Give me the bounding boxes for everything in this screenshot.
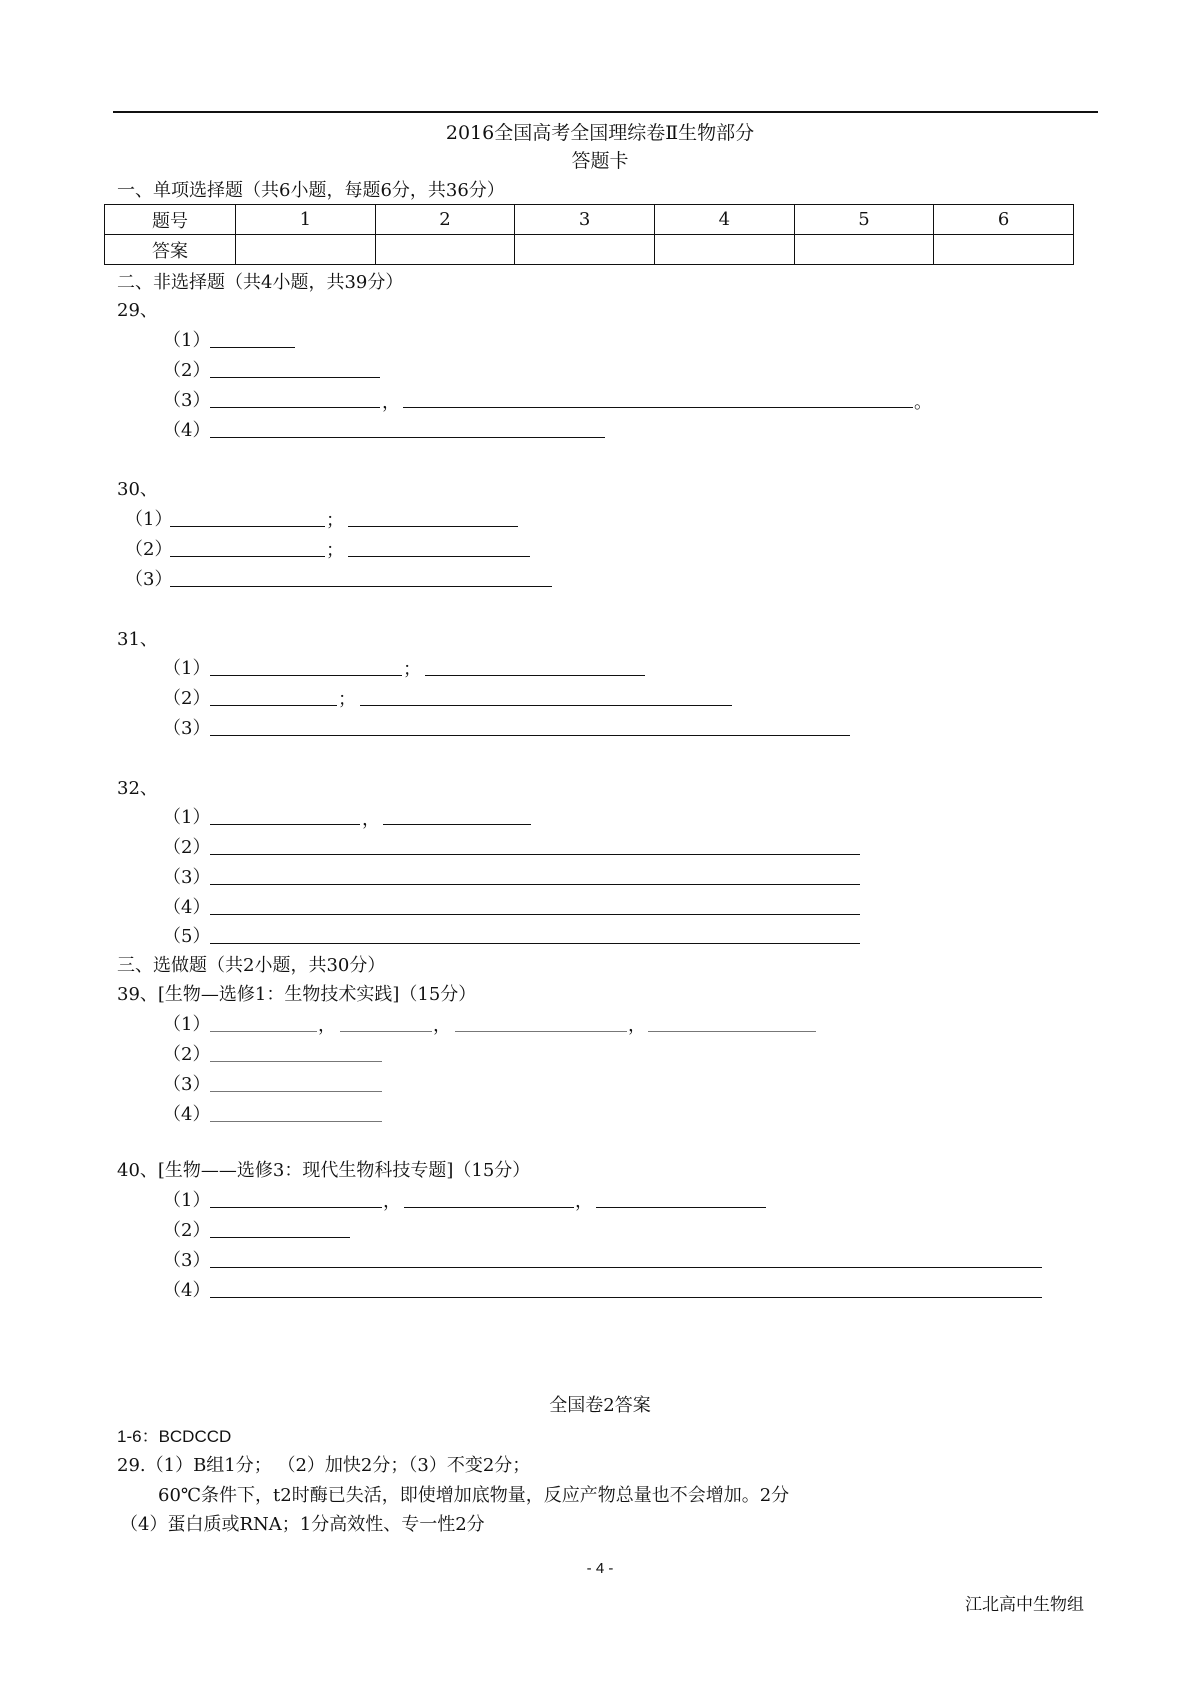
question-number-cell: 1 (236, 205, 376, 235)
answers-line-4: （4）蛋白质或RNA；1分高效性、专一性2分 (120, 1514, 485, 1535)
q32-part5-label: （5） (163, 926, 211, 947)
footer-organization: 江北高中生物组 (965, 1595, 1084, 1615)
q40-comma: ， (575, 1191, 593, 1212)
answer-blank[interactable] (210, 914, 860, 915)
q40-part1-label: （1） (163, 1190, 211, 1211)
q31-part2-label: （2） (163, 688, 211, 709)
answer-blank[interactable] (210, 705, 337, 706)
answers-line-2: 29.（1）B组1分； （2）加快2分；（3）不变2分； (117, 1455, 531, 1476)
answer-blank[interactable] (170, 526, 325, 527)
q39-part1-label: （1） (163, 1014, 211, 1035)
answer-cell[interactable] (934, 235, 1074, 265)
answer-blank[interactable] (383, 824, 531, 825)
question-number-cell: 3 (515, 205, 655, 235)
answer-blank[interactable] (210, 1237, 350, 1238)
q29-comma: ， (382, 392, 400, 413)
q30-part2-label: （2） (125, 539, 173, 560)
page-title: 2016全国高考全国理综卷Ⅱ生物部分 (445, 122, 755, 144)
q31-semicolon: ； (403, 659, 421, 680)
q29-part3-label: （3） (163, 390, 211, 411)
q32-part1-label: （1） (163, 807, 211, 828)
q31-part3-label: （3） (163, 718, 211, 739)
row-label-number: 题号 (105, 205, 236, 235)
q39-part2-label: （2） (163, 1044, 211, 1065)
question-number-cell: 5 (794, 205, 934, 235)
answer-blank[interactable] (348, 556, 530, 557)
q40-part4-label: （4） (163, 1280, 211, 1301)
answers-line-3: 60℃条件下，t2时酶已失活，即使增加底物量，反应产物总量也不会增加。2分 (158, 1485, 790, 1506)
q39-title: 39、[生物—选修1：生物技术实践]（15分） (117, 984, 477, 1005)
answer-blank[interactable] (596, 1207, 766, 1208)
answer-blank[interactable] (210, 437, 605, 438)
answer-blank[interactable] (210, 377, 380, 378)
q40-title: 40、[生物——选修3：现代生物科技专题]（15分） (117, 1160, 531, 1181)
answer-blank[interactable] (210, 735, 850, 736)
table-row (105, 235, 1074, 265)
q31-part1-label: （1） (163, 658, 211, 679)
answer-blank[interactable] (210, 1297, 1042, 1298)
question-number-cell: 4 (654, 205, 794, 235)
q31-semicolon: ； (338, 689, 356, 710)
q32-comma: ， (362, 809, 380, 830)
answer-blank[interactable] (210, 1061, 382, 1062)
choice-answer-table (104, 204, 1074, 265)
answer-blank[interactable] (170, 556, 325, 557)
page-subtitle: 答题卡 (571, 150, 629, 172)
q30-semicolon: ； (326, 510, 344, 531)
q39-comma: ， (318, 1015, 336, 1036)
answer-blank[interactable] (210, 824, 360, 825)
answer-blank[interactable] (360, 705, 732, 706)
q30-part3-label: （3） (125, 569, 173, 590)
q31-number: 31、 (117, 629, 158, 650)
answer-blank[interactable] (210, 347, 295, 348)
answer-blank[interactable] (210, 1091, 382, 1092)
row-label-answer: 答案 (105, 235, 236, 265)
q29-period: 。 (914, 392, 932, 413)
answer-blank[interactable] (340, 1031, 432, 1032)
header-rule (113, 111, 1098, 113)
q39-comma: ， (628, 1015, 646, 1036)
answer-blank[interactable] (210, 884, 860, 885)
q30-semicolon: ； (326, 540, 344, 561)
question-number-cell: 6 (934, 205, 1074, 235)
answer-cell[interactable] (794, 235, 934, 265)
section1-heading: 一、单项选择题（共6小题，每题6分，共36分） (117, 180, 505, 201)
answer-blank[interactable] (210, 1207, 382, 1208)
q30-number: 30、 (117, 479, 158, 500)
answer-blank[interactable] (210, 675, 402, 676)
q32-part3-label: （3） (163, 867, 211, 888)
q29-part2-label: （2） (163, 360, 211, 381)
answers-heading: 全国卷2答案 (549, 1395, 651, 1416)
q40-part3-label: （3） (163, 1250, 211, 1271)
answer-blank[interactable] (348, 526, 518, 527)
answer-blank[interactable] (425, 675, 645, 676)
answer-cell[interactable] (515, 235, 655, 265)
table-row (105, 205, 1074, 235)
q29-part1-label: （1） (163, 330, 211, 351)
answer-blank[interactable] (210, 1031, 317, 1032)
q32-part2-label: （2） (163, 837, 211, 858)
q30-part1-label: （1） (125, 509, 173, 530)
question-number-cell: 2 (375, 205, 515, 235)
answer-cell[interactable] (654, 235, 794, 265)
answer-blank[interactable] (210, 854, 860, 855)
section2-heading: 二、非选择题（共4小题，共39分） (117, 272, 404, 293)
answer-blank[interactable] (210, 1121, 382, 1122)
q39-part3-label: （3） (163, 1074, 211, 1095)
answer-blank[interactable] (210, 1267, 1042, 1268)
q32-number: 32、 (117, 778, 158, 799)
page-number: - 4 - (586, 1560, 614, 1577)
answer-blank[interactable] (404, 1207, 574, 1208)
answer-blank[interactable] (403, 407, 913, 408)
answer-cell[interactable] (236, 235, 376, 265)
q29-number: 29、 (117, 300, 158, 321)
answer-blank[interactable] (170, 586, 552, 587)
section3-heading: 三、选做题（共2小题，共30分） (117, 955, 386, 976)
answer-blank[interactable] (210, 407, 380, 408)
q39-comma: ， (433, 1015, 451, 1036)
answer-blank[interactable] (210, 943, 860, 944)
q32-part4-label: （4） (163, 897, 211, 918)
answer-blank[interactable] (648, 1031, 816, 1032)
answer-cell[interactable] (375, 235, 515, 265)
q40-part2-label: （2） (163, 1220, 211, 1241)
q40-comma: ， (383, 1191, 401, 1212)
answer-blank[interactable] (455, 1031, 627, 1032)
q29-part4-label: （4） (163, 420, 211, 441)
answers-line-1: 1-6：BCDCCD (117, 1427, 232, 1446)
q39-part4-label: （4） (163, 1104, 211, 1125)
